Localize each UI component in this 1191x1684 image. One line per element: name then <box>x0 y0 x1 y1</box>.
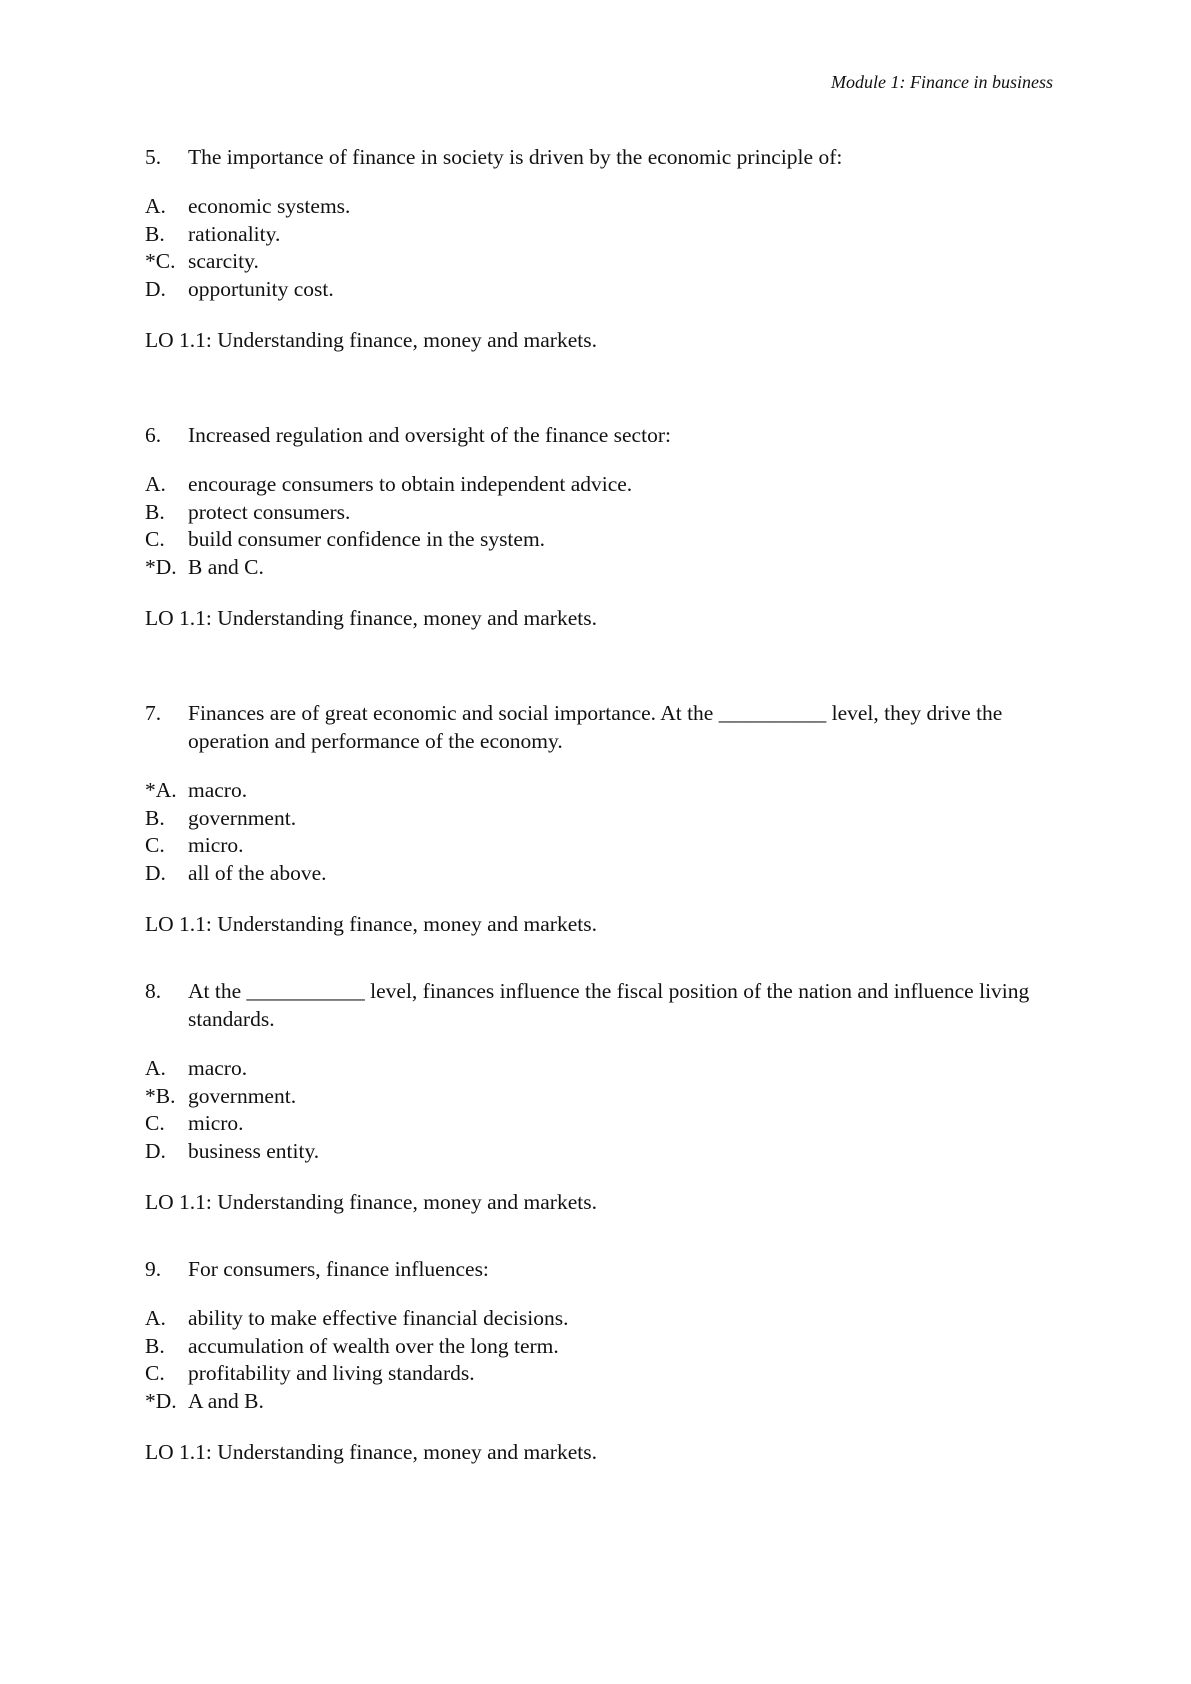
option-text: rationality. <box>188 221 281 246</box>
question-number: 8. <box>145 979 162 1003</box>
answer-options <box>145 1305 1045 1416</box>
option-label: B. <box>145 805 165 830</box>
question-6 <box>145 421 1045 699</box>
option-text: A and B. <box>188 1389 264 1414</box>
learning-outcome: LO 1.1: Understanding finance, money and markets. <box>145 327 597 352</box>
option-label: C. <box>145 1361 165 1386</box>
option-text: opportunity cost. <box>188 277 334 302</box>
question-number: 7. <box>145 701 162 725</box>
answer-option <box>145 499 1045 527</box>
option-label: A. <box>145 472 166 496</box>
answer-option <box>145 221 1045 249</box>
page-header: Module 1: Finance in business <box>831 72 1053 92</box>
option-label: A. <box>145 1306 166 1330</box>
answer-options <box>145 1055 1045 1166</box>
question-stem <box>145 1255 1045 1283</box>
learning-outcome: LO 1.1: Understanding finance, money and markets. <box>145 605 597 630</box>
question-number: 5. <box>145 145 162 169</box>
answer-option <box>145 554 1045 582</box>
question-stem <box>145 699 1045 755</box>
question-7 <box>145 699 1045 977</box>
option-label: B. <box>145 221 165 246</box>
answer-option <box>145 1360 1045 1388</box>
answer-option <box>145 276 1045 304</box>
question-number: 9. <box>145 1257 162 1281</box>
question-text: Finances are of great economic and social importance. At the __________ level, they drive the operation and performance of the economy. <box>188 701 1003 753</box>
question-8 <box>145 977 1045 1255</box>
option-label: D. <box>145 277 166 302</box>
answer-options <box>145 777 1045 888</box>
answer-option <box>145 193 1045 221</box>
option-text: macro. <box>188 1056 248 1080</box>
option-text: accumulation of wealth over the long term. <box>188 1333 559 1358</box>
answer-option <box>145 471 1045 499</box>
option-text: scarcity. <box>188 249 259 274</box>
option-text: profitability and living standards. <box>188 1361 475 1386</box>
answer-option <box>145 1388 1045 1416</box>
question-list <box>145 143 1045 1533</box>
option-text: micro. <box>188 833 244 858</box>
option-text: economic systems. <box>188 194 351 218</box>
option-text: all of the above. <box>188 861 327 886</box>
option-label: *C. <box>145 249 176 274</box>
option-label: B. <box>145 499 165 524</box>
option-label: *D. <box>145 1389 177 1414</box>
answer-option <box>145 248 1045 276</box>
option-label: *A. <box>145 778 177 802</box>
answer-option <box>145 832 1045 860</box>
option-text: B and C. <box>188 555 264 580</box>
option-text: business entity. <box>188 1139 320 1164</box>
option-label: A. <box>145 1056 166 1080</box>
answer-option <box>145 805 1045 833</box>
option-label: C. <box>145 833 165 858</box>
option-label: C. <box>145 527 165 552</box>
question-5 <box>145 143 1045 421</box>
option-text: government. <box>188 1083 297 1108</box>
option-label: *D. <box>145 555 177 580</box>
answer-options <box>145 193 1045 304</box>
question-stem <box>145 977 1045 1033</box>
option-label: D. <box>145 861 166 886</box>
learning-outcome: LO 1.1: Understanding finance, money and markets. <box>145 1189 597 1214</box>
option-text: government. <box>188 805 297 830</box>
option-label: D. <box>145 1139 166 1164</box>
option-text: encourage consumers to obtain independent advice. <box>188 472 633 496</box>
option-text: protect consumers. <box>188 499 351 524</box>
option-label: B. <box>145 1333 165 1358</box>
answer-options <box>145 471 1045 582</box>
question-number: 6. <box>145 423 162 447</box>
option-text: micro. <box>188 1111 244 1136</box>
question-stem <box>145 421 1045 449</box>
answer-option <box>145 1110 1045 1138</box>
answer-option <box>145 526 1045 554</box>
answer-option <box>145 860 1045 888</box>
learning-outcome: LO 1.1: Understanding finance, money and markets. <box>145 911 597 936</box>
answer-option <box>145 1333 1045 1361</box>
answer-option <box>145 1055 1045 1083</box>
question-text: At the ___________ level, finances influence the fiscal position of the nation and influence living standards. <box>188 979 1030 1031</box>
answer-option <box>145 1138 1045 1166</box>
option-text: macro. <box>188 778 248 802</box>
question-text: The importance of finance in society is driven by the economic principle of: <box>188 145 843 169</box>
option-label: *B. <box>145 1083 176 1108</box>
question-text: Increased regulation and oversight of the finance sector: <box>188 423 671 447</box>
learning-outcome: LO 1.1: Understanding finance, money and markets. <box>145 1439 597 1464</box>
answer-option <box>145 1083 1045 1111</box>
option-label: C. <box>145 1111 165 1136</box>
option-text: ability to make effective financial decisions. <box>188 1306 569 1330</box>
option-text: build consumer confidence in the system. <box>188 527 546 552</box>
answer-option <box>145 777 1045 805</box>
question-9 <box>145 1255 1045 1533</box>
question-text: For consumers, finance influences: <box>188 1257 489 1281</box>
answer-option <box>145 1305 1045 1333</box>
question-stem <box>145 143 1045 171</box>
option-label: A. <box>145 194 166 218</box>
